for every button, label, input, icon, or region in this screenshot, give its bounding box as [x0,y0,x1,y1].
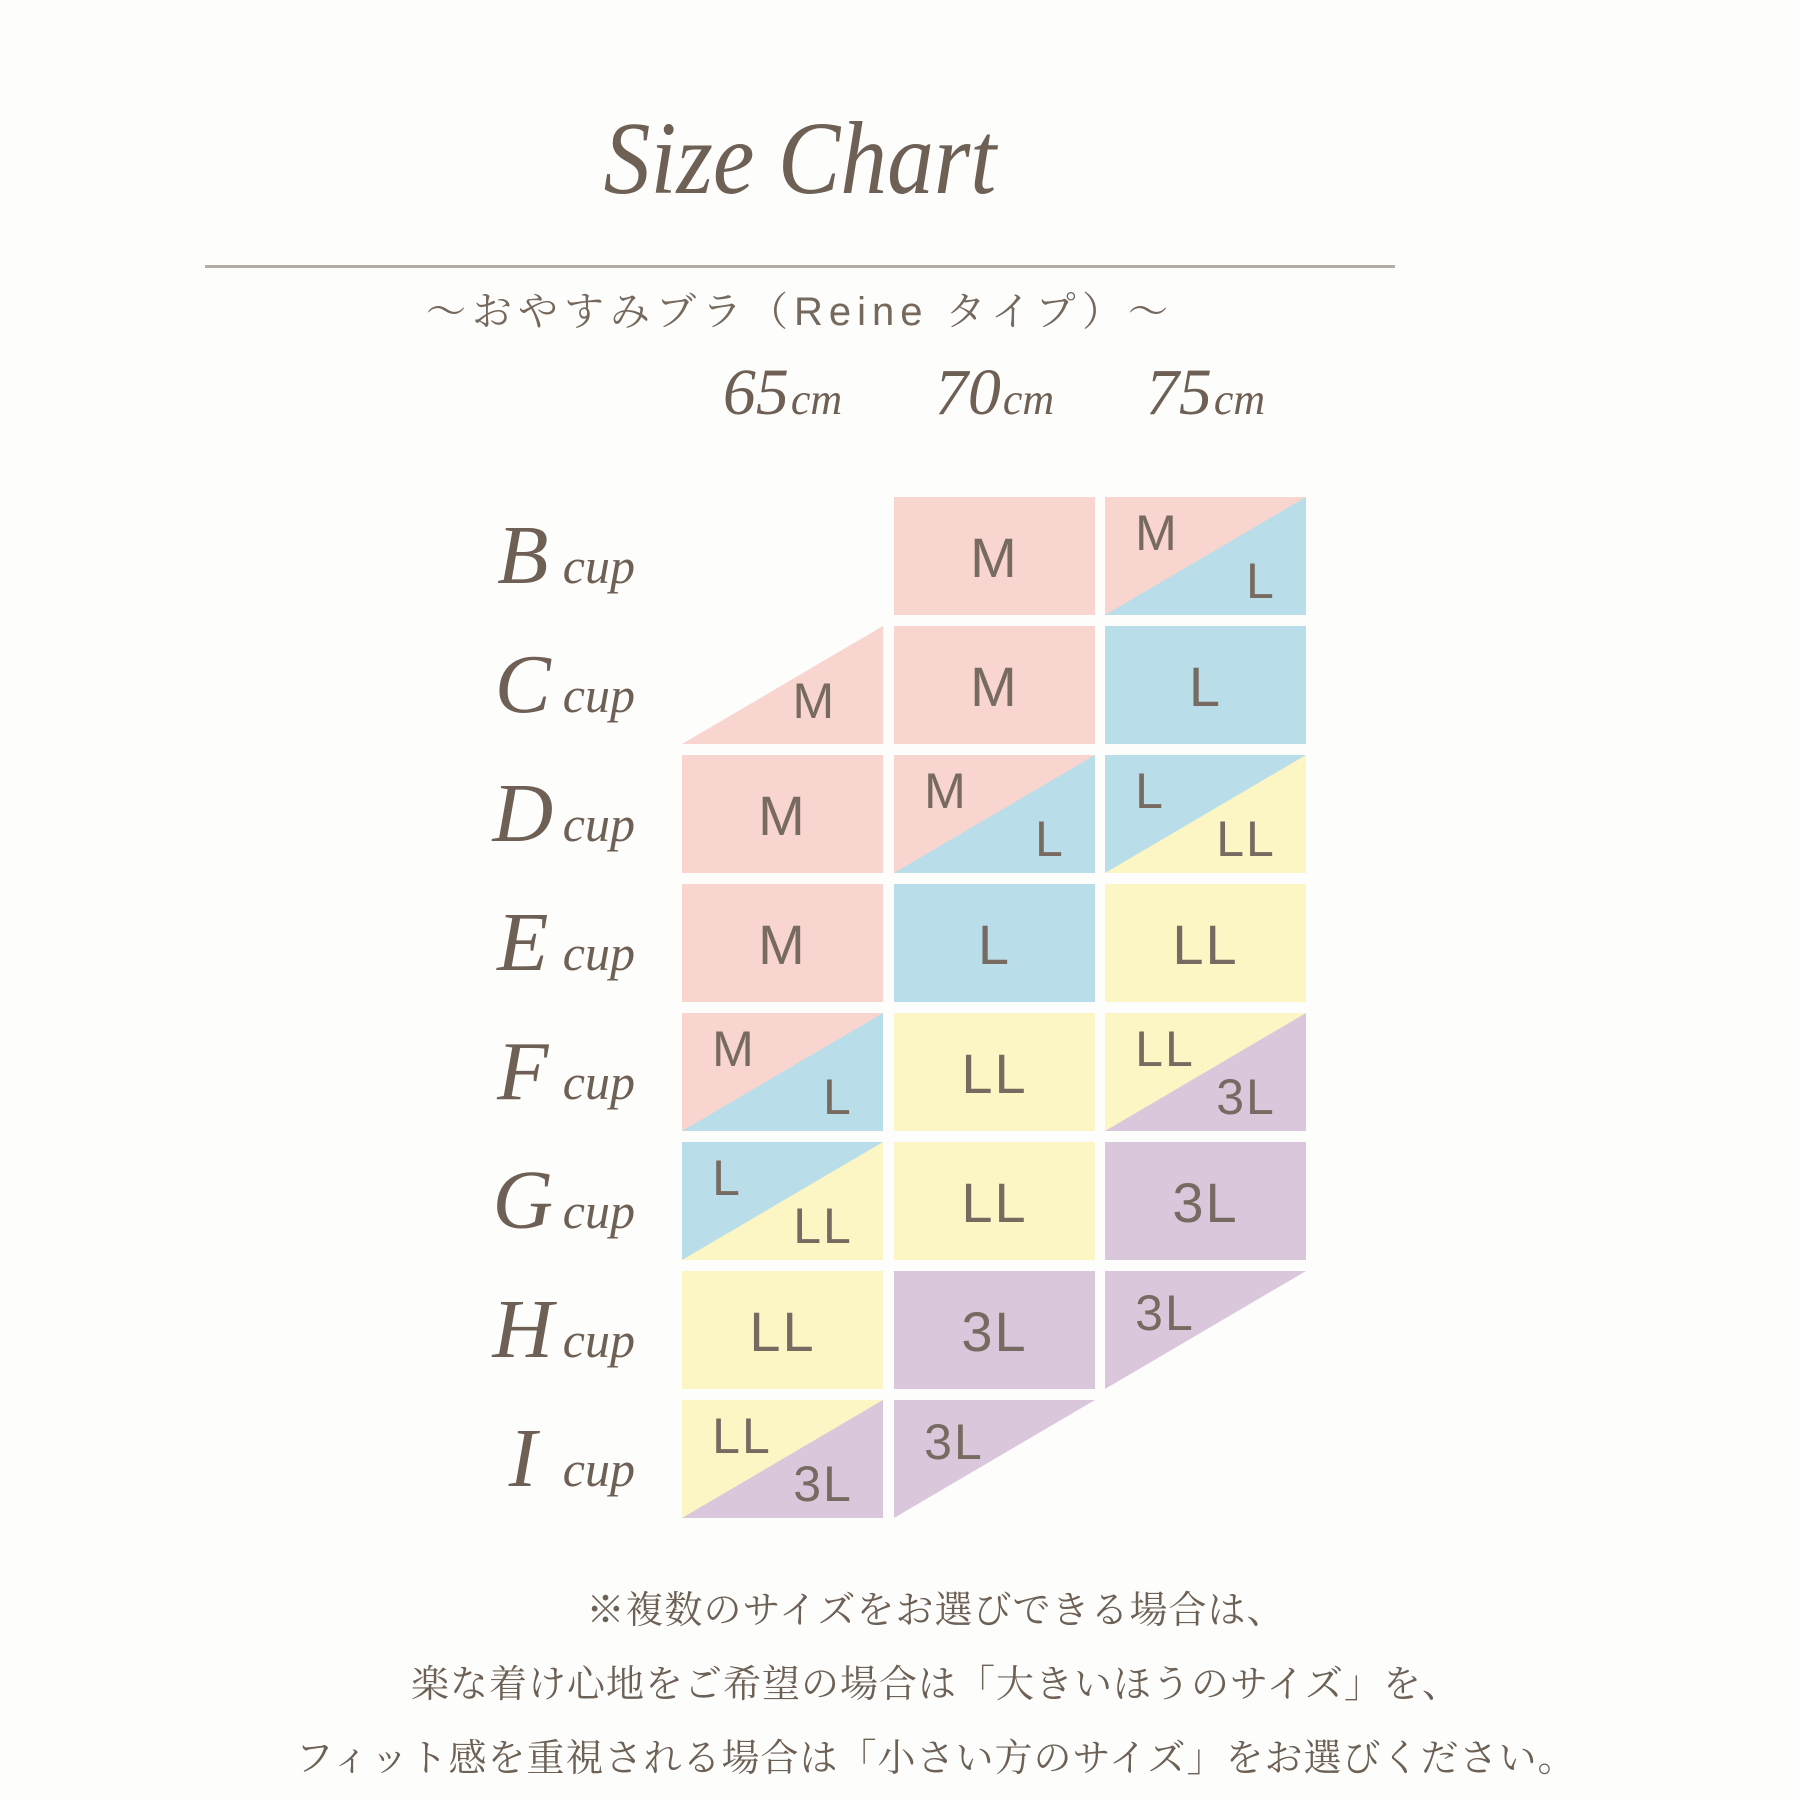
cell-C-70 [894,626,1095,744]
cell-B-70 [894,497,1095,615]
product-subtitle: ～おやすみブラ（Reine タイプ）～ [425,290,1175,334]
cell-E-70 [894,884,1095,1002]
size-label: L [1135,762,1165,819]
row-label-I-cup [385,1400,635,1518]
row-label-F-cup [385,1013,635,1131]
size-label: LL [712,1407,772,1464]
cell-I-65 [682,1400,883,1518]
size-label: 3L [1216,1068,1276,1125]
size-label: M [970,655,1019,718]
size-label: LL [1172,913,1239,976]
column-header-number: 70 [934,356,1001,429]
row-label-G-cup [385,1142,635,1260]
size-label: L [712,1149,742,1206]
cell-G-70 [894,1142,1095,1260]
column-header-65 [663,356,903,430]
size-label: L [1188,655,1223,718]
size-label: L [1035,810,1065,867]
cell-lower-triangle [682,626,883,744]
size-label: 3L [1172,1171,1239,1234]
cup-letter: H [492,1283,554,1376]
size-label: LL [793,1197,853,1254]
cell-H-75 [1105,1271,1306,1389]
column-header-unit: cm [790,375,843,424]
cup-letter: G [492,1154,554,1247]
cell-E-75 [1105,884,1306,1002]
column-header-number: 75 [1145,356,1212,429]
cup-word: cup [562,1054,635,1110]
cup-letter: C [494,638,551,731]
size-label: M [758,784,807,847]
cup-word: cup [562,1441,635,1497]
column-header-70 [875,356,1115,430]
size-label: LL [961,1171,1028,1234]
cup-letter: E [497,896,549,989]
size-label: M [758,913,807,976]
cell-H-70 [894,1271,1095,1389]
size-label: 3L [961,1300,1028,1363]
cup-word: cup [562,538,635,594]
cell-F-65 [682,1013,883,1131]
cup-word: cup [562,925,635,981]
size-label: L [1246,552,1276,609]
cell-D-70 [894,755,1095,873]
page-title: Size Chart [603,101,997,216]
cell-E-65 [682,884,883,1002]
column-header-unit: cm [1002,375,1055,424]
cell-D-65 [682,755,883,873]
cell-C-75 [1105,626,1306,744]
cup-word: cup [562,1312,635,1368]
size-label: LL [1216,810,1276,867]
size-label: M [792,672,837,729]
cell-G-75 [1105,1142,1306,1260]
size-label: 3L [793,1455,853,1512]
size-label: LL [961,1042,1028,1105]
cup-word: cup [562,1183,635,1239]
cell-C-65 [682,626,883,744]
row-label-C-cup [385,626,635,744]
cup-word: cup [562,796,635,852]
size-label: L [823,1068,853,1125]
cup-letter: F [497,1025,549,1118]
column-header-unit: cm [1213,375,1266,424]
row-label-B-cup [385,497,635,615]
size-label: LL [1135,1020,1195,1077]
row-label-E-cup [385,884,635,1002]
cell-F-75 [1105,1013,1306,1131]
size-label: LL [749,1300,816,1363]
column-header-number: 65 [722,356,789,429]
cell-B-75 [1105,497,1306,615]
footnote-line-2: 楽な着け心地をご希望の場合は「大きいほうのサイズ」を、 [411,1664,1461,1706]
row-label-H-cup [385,1271,635,1389]
size-label: M [924,762,968,819]
size-label: M [970,526,1019,589]
footnote [36,1574,1800,1796]
size-label: M [1135,504,1179,561]
title-divider [205,265,1395,268]
cell-H-65 [682,1271,883,1389]
size-label: M [712,1020,756,1077]
cup-letter: I [508,1412,537,1505]
cell-D-75 [1105,755,1306,873]
footnote-line-1: ※複数のサイズをお選びできる場合は、 [586,1590,1286,1632]
cell-I-70 [894,1400,1095,1518]
size-label: L [977,913,1012,976]
row-label-D-cup [385,755,635,873]
size-label: 3L [924,1413,984,1470]
cup-letter: D [492,767,554,860]
column-header-75 [1086,356,1326,430]
cell-G-65 [682,1142,883,1260]
cup-letter: B [497,509,549,602]
cell-F-70 [894,1013,1095,1131]
size-label: 3L [1135,1284,1195,1341]
footnote-line-3: フィット感を重視される場合は「小さい方のサイズ」をお選びください。 [295,1738,1577,1780]
cup-word: cup [562,667,635,723]
